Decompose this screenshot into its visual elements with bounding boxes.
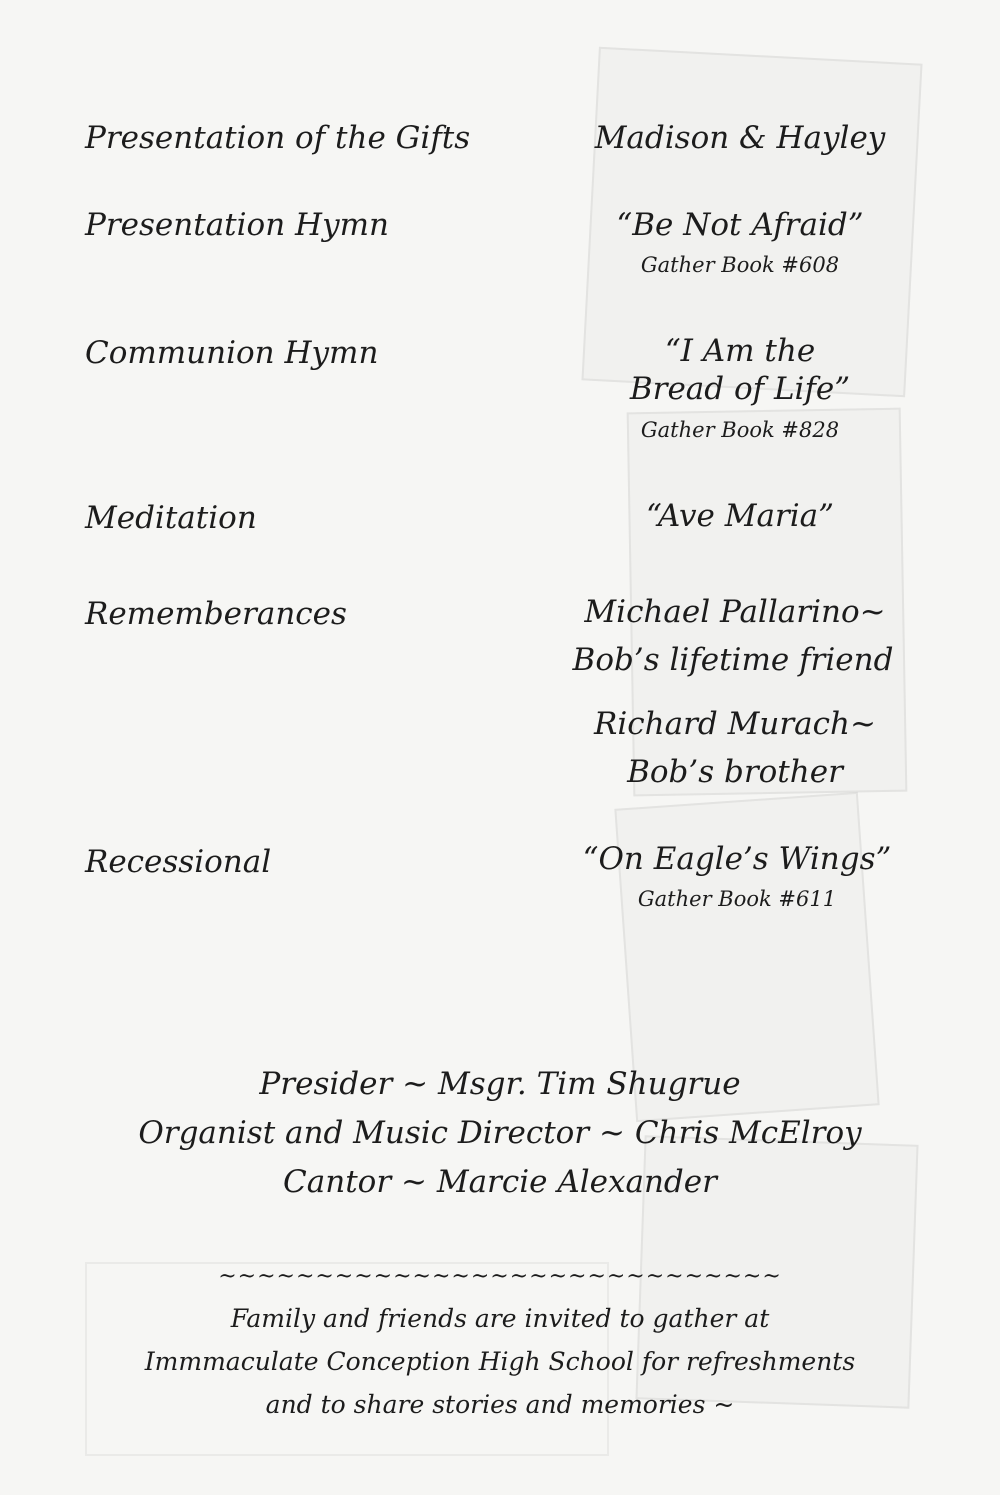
program-note-communion-hymn: Gather Book #828 <box>640 418 840 442</box>
program-label-presentation-hymn: Presentation Hymn <box>85 207 389 243</box>
closing-line-3: and to share stories and memories ~ <box>265 1390 735 1419</box>
program-value-gifts: Madison & Hayley <box>594 120 886 156</box>
program-label-recessional: Recessional <box>85 844 272 880</box>
credit-cantor: Cantor ~ Marcie Alexander <box>283 1164 717 1200</box>
program-value-rememberances-name1: Michael Pallarino~ <box>584 594 886 630</box>
program-note-presentation-hymn: Gather Book #608 <box>640 253 840 277</box>
closing-line-1: Family and friends are invited to gather at <box>230 1304 770 1333</box>
program-value-presentation-hymn: “Be Not Afraid” <box>616 207 864 243</box>
closing-line-2: Immmaculate Conception High School for refreshments <box>144 1347 856 1376</box>
program-note-recessional: Gather Book #611 <box>637 887 837 911</box>
program-value-rememberances-relation2: Bob’s brother <box>627 754 843 790</box>
program-value-rememberances-relation1: Bob’s lifetime friend <box>572 642 894 678</box>
program-label-rememberances: Rememberances <box>85 596 347 632</box>
credit-organist: Organist and Music Director ~ Chris McElroy <box>138 1115 862 1151</box>
program-value-recessional: “On Eagle’s Wings” <box>582 841 892 877</box>
program-value-communion-hymn-line1: “I Am the <box>664 333 816 369</box>
program-value-meditation: “Ave Maria” <box>646 498 834 534</box>
tilde-divider: ~~~~~~~~~~~~~~~~~~~~~~~~~~~~~ <box>218 1264 782 1289</box>
program-value-communion-hymn-line2: Bread of Life” <box>629 371 851 407</box>
program-label-meditation: Meditation <box>85 500 257 536</box>
credit-presider: Presider ~ Msgr. Tim Shugrue <box>259 1066 741 1102</box>
program-label-communion-hymn: Communion Hymn <box>85 335 379 371</box>
program-label-gifts: Presentation of the Gifts <box>85 120 471 156</box>
program-value-rememberances-name2: Richard Murach~ <box>594 706 876 742</box>
